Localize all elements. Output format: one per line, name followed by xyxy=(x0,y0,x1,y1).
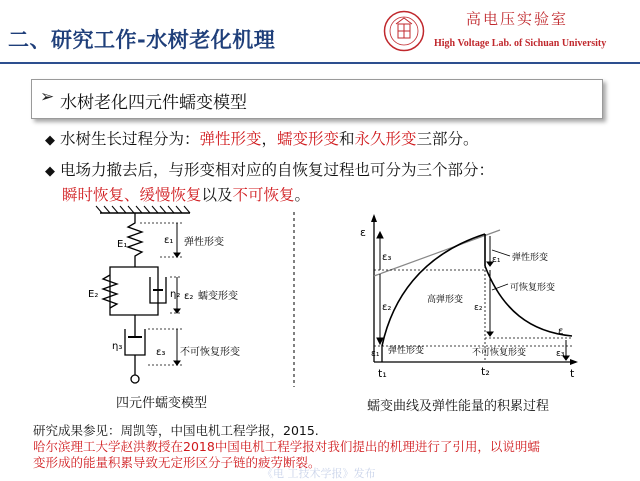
label-eps1: ε₁ xyxy=(164,235,174,246)
label-irreversible-deformation: 不可恢复形变 xyxy=(180,347,240,358)
four-element-model-diagram xyxy=(80,205,290,390)
label-e2: E₂ xyxy=(88,289,99,300)
highlight-creep: 蠕变形变 xyxy=(276,130,339,148)
bullet-recovery-process xyxy=(45,158,494,180)
arrow-bullet-icon: ➢ xyxy=(40,87,55,107)
y-axis-arrow xyxy=(371,214,377,222)
label-elastic-bottom: 弹性形变 xyxy=(388,346,425,356)
label-eps3-left: ε₃ xyxy=(382,252,392,263)
bullet-growth-process xyxy=(45,127,479,149)
reference-citation-line2: 变形成的能量积累导致无定形区分子链的疲劳断裂。 xyxy=(33,455,321,470)
reference-primary: 研究成果参见：周凯等，中国电机工程学报，2015. xyxy=(33,423,319,438)
tick-t1: t₁ xyxy=(378,367,387,380)
bullet-text: 电场力撤去后，与形变相对应的自恢复过程也可分为三个部分： xyxy=(59,161,494,179)
spring-e1 xyxy=(128,213,142,267)
bullet-recovery-continued xyxy=(62,183,310,205)
header-divider xyxy=(0,62,640,64)
x-axis-label: t xyxy=(570,367,575,380)
y-axis-label: ε xyxy=(360,226,366,239)
load-ring xyxy=(131,375,139,383)
label-high-elastic: 高弹形变 xyxy=(427,295,464,305)
caption-four-element-model: 四元件蠕变模型 xyxy=(116,396,208,411)
asymptote-line xyxy=(374,230,500,276)
label-eps2-left: ε₂ xyxy=(382,302,392,313)
bullet-text: 水树生长过程分为： xyxy=(59,130,200,148)
label-creep-deformation: 蠕变形变 xyxy=(198,291,238,302)
journal-watermark: 《电 工技术学报》发布 xyxy=(262,467,376,480)
loading-curve xyxy=(382,234,485,346)
highlight-irreversible: 不可恢复 xyxy=(232,186,295,204)
label-eps-final: ε xyxy=(558,326,564,337)
diamond-bullet-icon: ◆ xyxy=(45,164,55,179)
university-logo xyxy=(383,10,425,52)
label-eta2: η₂ xyxy=(170,289,181,300)
label-elastic-deformation: 弹性形变 xyxy=(184,237,224,248)
diamond-bullet-icon: ◆ xyxy=(45,133,55,148)
left-strain-arrows xyxy=(377,232,383,344)
label-eps3-right: ε₃ xyxy=(556,349,565,359)
bullet-text: 以及 xyxy=(201,186,233,204)
label-eps3: ε₃ xyxy=(156,347,166,358)
label-eta3: η₃ xyxy=(112,341,123,352)
bullet-text: ， xyxy=(261,130,277,148)
diagram-separator xyxy=(292,212,296,387)
creep-curve-diagram xyxy=(340,210,580,390)
label-irreversible: 不可恢复形变 xyxy=(472,348,527,358)
caption-creep-curve: 蠕变曲线及弹性能量的积累过程 xyxy=(367,399,550,414)
page-title: 二、研究工作-水树老化机理 xyxy=(8,28,276,52)
tick-t2: t₂ xyxy=(481,365,490,378)
highlight-recovery: 瞬时恢复、缓慢恢复 xyxy=(62,186,202,204)
kelvin-frame-left xyxy=(110,267,135,315)
section-title: 水树老化四元件蠕变模型 xyxy=(60,93,247,113)
label-recoverable-callout: 可恢复形变 xyxy=(510,283,556,293)
highlight-elastic: 弹性形变 xyxy=(199,130,262,148)
label-elastic-callout: 弹性形变 xyxy=(512,253,549,263)
bullet-text: 。 xyxy=(294,186,311,204)
bullet-text: 和 xyxy=(339,130,355,148)
lab-name-chinese: 高电压实验室 xyxy=(466,10,569,28)
bullet-text: 三部分。 xyxy=(416,130,479,148)
label-eps2: ε₂ xyxy=(184,291,194,302)
label-eps1-right: ε₁ xyxy=(492,255,501,265)
highlight-permanent: 永久形变 xyxy=(354,130,417,148)
label-eps2-mid: ε₂ xyxy=(474,303,483,313)
label-e1: E₁ xyxy=(117,239,128,250)
ceiling-hatch xyxy=(96,206,190,213)
label-eps1-left: ε₁ xyxy=(371,349,380,359)
reference-citation-line1: 哈尔滨理工大学赵洪教授在2018中国电机工程学报对我们提出的机理进行了引用，以说明蠕 xyxy=(33,439,540,454)
x-axis-arrow xyxy=(570,359,578,365)
lab-name-english: High Voltage Lab. of Sichuan University xyxy=(434,38,607,49)
